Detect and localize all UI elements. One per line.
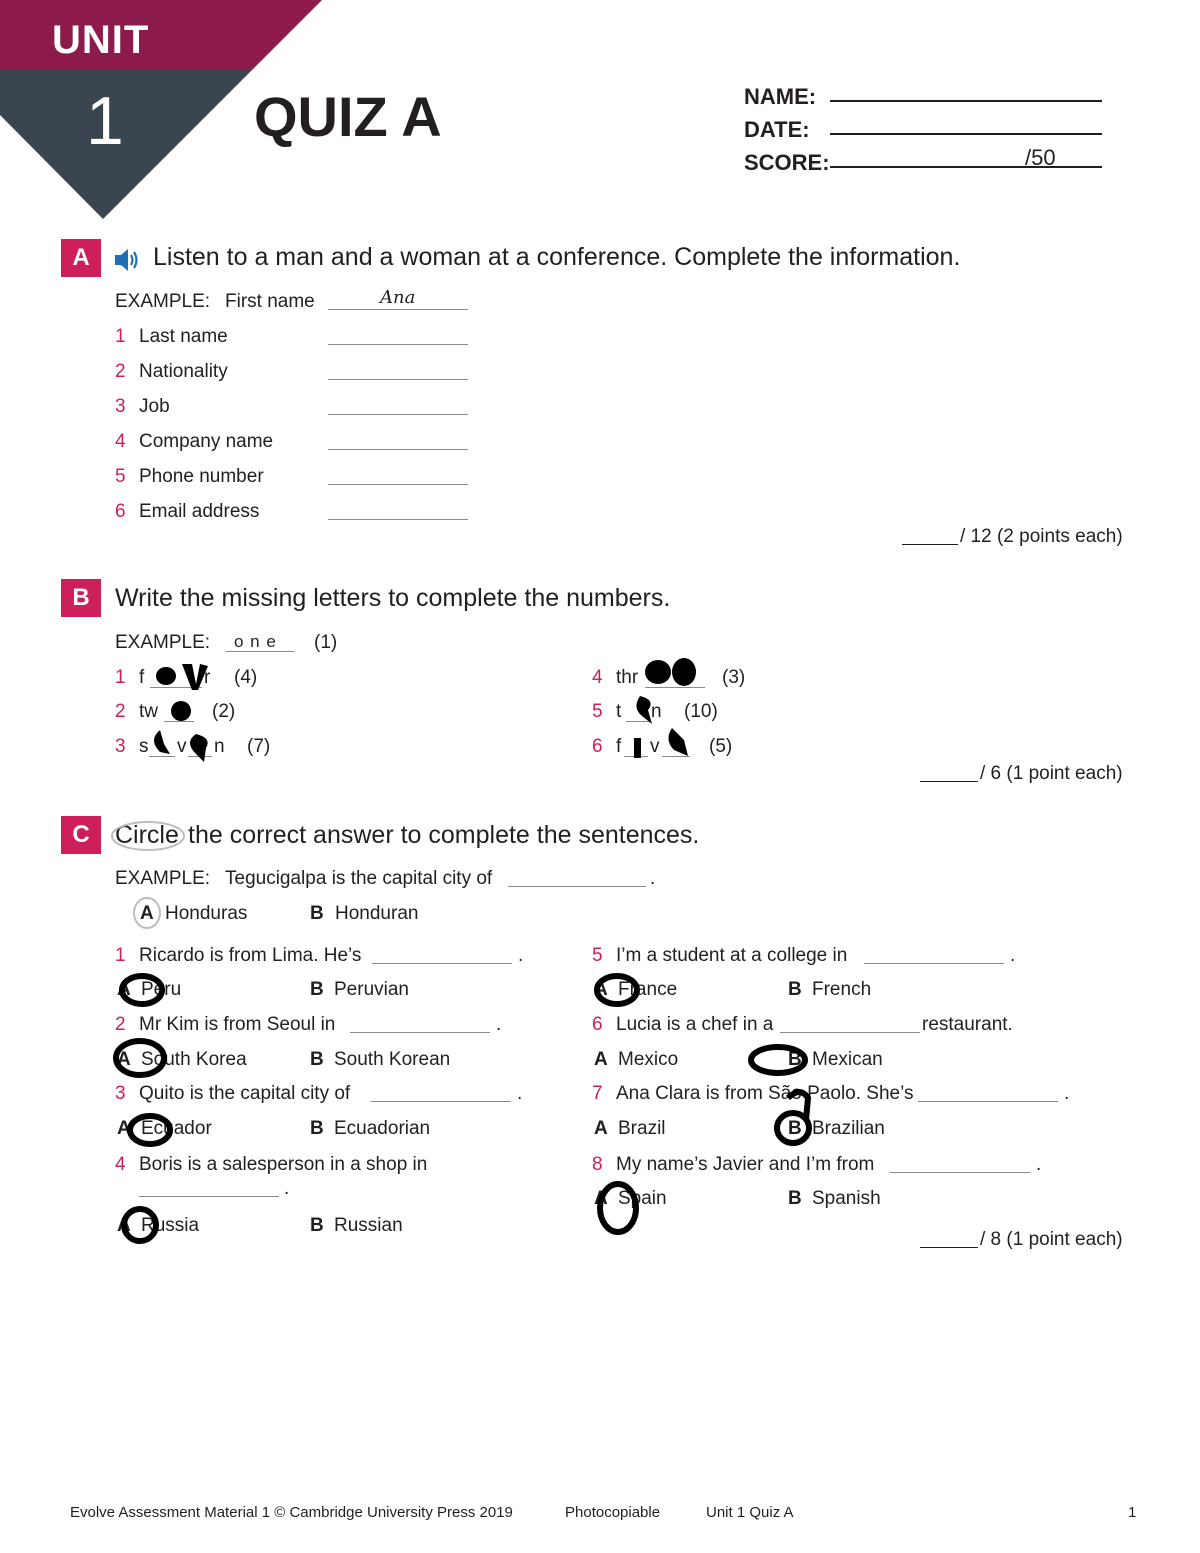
option-a-text[interactable]: South Korea	[141, 1049, 247, 1070]
item-number: 4	[115, 1154, 126, 1175]
option-letter-a[interactable]: A	[594, 1118, 608, 1139]
option-letter-b[interactable]: B	[310, 1215, 324, 1236]
option-a-text[interactable]: France	[618, 979, 678, 1000]
section-b-badge: B	[61, 579, 101, 617]
word-prefix: t	[616, 701, 622, 722]
option-b-text[interactable]: Brazilian	[812, 1118, 885, 1139]
sentence-end: restaurant.	[922, 1014, 1013, 1035]
date-label: DATE:	[744, 117, 810, 142]
example-label: EXAMPLE:	[115, 291, 211, 312]
option-letter-a[interactable]: A	[594, 979, 608, 1000]
title-circle-mark	[112, 822, 184, 850]
handwritten-letters	[154, 658, 696, 762]
option-letter-b[interactable]: B	[310, 1049, 324, 1070]
unit-label: UNIT	[52, 18, 150, 62]
sentence-end: .	[517, 1083, 523, 1104]
item-number: 2	[115, 1014, 126, 1035]
number-value: (7)	[247, 736, 271, 757]
sentence-end: .	[650, 868, 656, 889]
word-suffix: n	[214, 736, 225, 757]
option-letter-b[interactable]: B	[788, 1049, 802, 1070]
option-b-text[interactable]: South Korean	[334, 1049, 451, 1070]
section-a-badge: A	[61, 239, 101, 277]
word-suffix: n	[651, 701, 662, 722]
option-a-text[interactable]: Mexico	[618, 1049, 679, 1070]
sentence-text: My name’s Javier and I’m from	[616, 1154, 875, 1175]
section-a-title: Listen to a man and a woman at a conference. Complete the information.	[153, 243, 961, 271]
option-letter-a[interactable]: A	[594, 1049, 608, 1070]
item-number: 3	[115, 736, 126, 757]
section-c-points: / 8 (1 point each)	[980, 1229, 1123, 1250]
item-number: 6	[592, 736, 603, 757]
section-c-title: the correct answer to complete the sentences.	[188, 821, 700, 849]
item-number: 5	[592, 945, 603, 966]
item-number: 6	[592, 1014, 603, 1035]
sentence-text: Lucia is a chef in a	[616, 1014, 774, 1035]
number-value: (4)	[234, 667, 258, 688]
option-letter-b[interactable]: B	[788, 1118, 802, 1139]
option-a-text[interactable]: Peru	[141, 979, 182, 1000]
sentence-text: I’m a student at a college in	[616, 945, 848, 966]
section-a-points: / 12 (2 points each)	[960, 526, 1123, 547]
sentence-text: Boris is a salesperson in a shop in	[139, 1154, 428, 1175]
footer-photocopiable: Photocopiable	[565, 1504, 661, 1521]
footer-page-number: 1	[1128, 1504, 1137, 1521]
item-number: 3	[115, 396, 126, 417]
option-letter-b[interactable]: B	[788, 1188, 802, 1209]
sentence-end: .	[1036, 1154, 1042, 1175]
word-middle: v	[177, 736, 187, 757]
word-suffix: r	[204, 667, 211, 688]
name-label: NAME:	[744, 84, 817, 109]
word-prefix: thr	[616, 667, 639, 688]
score-total: /50	[1025, 145, 1056, 170]
sentence-text: Ricardo is from Lima. He’s	[139, 945, 362, 966]
footer-quiz-ref: Unit 1 Quiz A	[706, 1504, 794, 1521]
handwritten-circles	[116, 976, 809, 1241]
field-label: Nationality	[139, 361, 228, 382]
option-letter-a[interactable]: A	[117, 1049, 131, 1070]
example-circle-mark	[134, 898, 160, 928]
word-prefix: f	[139, 667, 145, 688]
option-b-text[interactable]: Ecuadorian	[334, 1118, 431, 1139]
item-number: 4	[592, 667, 603, 688]
option-letter-a[interactable]: A	[594, 1188, 608, 1209]
quiz-title: QUIZ A	[254, 85, 442, 148]
word-middle: v	[650, 736, 660, 757]
field-label: Phone number	[139, 466, 264, 487]
sentence-end: .	[284, 1178, 290, 1199]
field-label: Company name	[139, 431, 274, 452]
sentence-end: .	[496, 1014, 502, 1035]
option-a-text[interactable]: Russia	[141, 1215, 200, 1236]
option-letter-a[interactable]: A	[117, 1118, 131, 1139]
sentence-end: .	[1064, 1083, 1070, 1104]
sentence-end: .	[1010, 945, 1016, 966]
item-number: 1	[115, 945, 126, 966]
item-number: 1	[115, 326, 126, 347]
field-label: Last name	[139, 326, 228, 347]
unit-number: 1	[86, 83, 124, 159]
item-number: 5	[592, 701, 603, 722]
section-b-title: Write the missing letters to complete the numbers.	[115, 584, 671, 612]
option-b-text[interactable]: Mexican	[812, 1049, 883, 1070]
example-field-label: First name	[225, 291, 315, 312]
sentence-end: .	[518, 945, 524, 966]
option-b-text: Honduran	[335, 903, 419, 924]
section-c-title-circle-word: Circle	[115, 821, 179, 849]
option-a-text[interactable]: Ecuador	[141, 1118, 212, 1139]
word-prefix: f	[616, 736, 622, 757]
option-letter-b: B	[310, 903, 324, 924]
field-label: Job	[139, 396, 170, 417]
score-label: SCORE:	[744, 150, 830, 175]
section-b-points: / 6 (1 point each)	[980, 763, 1123, 784]
option-b-text[interactable]: Peruvian	[334, 979, 409, 1000]
option-b-text[interactable]: Russian	[334, 1215, 403, 1236]
footer-copyright: Evolve Assessment Material 1 © Cambridge University Press 2019	[70, 1504, 513, 1521]
number-value: (2)	[212, 701, 236, 722]
section-b-example-label: EXAMPLE:	[115, 632, 211, 653]
item-number: 6	[115, 501, 126, 522]
option-letter-a[interactable]: A	[117, 979, 131, 1000]
number-value: (10)	[684, 701, 718, 722]
item-number: 8	[592, 1154, 603, 1175]
item-number: 7	[592, 1083, 603, 1104]
option-letter-b[interactable]: B	[788, 979, 802, 1000]
sentence-text: Mr Kim is from Seoul in	[139, 1014, 336, 1035]
option-letter-a[interactable]: A	[117, 1215, 131, 1236]
item-number: 2	[115, 361, 126, 382]
sentence-text: Quito is the capital city of	[139, 1083, 351, 1104]
sentence-text: Ana Clara is from São Paolo. She’s	[616, 1083, 914, 1104]
option-b-text[interactable]: Spanish	[812, 1188, 881, 1209]
option-letter-b[interactable]: B	[310, 1118, 324, 1139]
option-letter-a: A	[140, 903, 154, 924]
section-b-example-value: (1)	[314, 632, 338, 653]
option-a-text[interactable]: Spain	[618, 1188, 667, 1209]
option-a-text: Honduras	[165, 903, 248, 924]
item-number: 3	[115, 1083, 126, 1104]
word-prefix: tw	[139, 701, 158, 722]
item-number: 2	[115, 701, 126, 722]
item-number: 4	[115, 431, 126, 452]
number-value: (3)	[722, 667, 746, 688]
word-prefix: s	[139, 736, 149, 757]
option-letter-b[interactable]: B	[310, 979, 324, 1000]
section-c-badge: C	[61, 816, 101, 854]
item-number: 1	[115, 667, 126, 688]
item-number: 5	[115, 466, 126, 487]
example-answer: Ana	[380, 287, 416, 308]
option-a-text[interactable]: Brazil	[618, 1118, 666, 1139]
section-c-example-sentence: Tegucigalpa is the capital city of	[225, 868, 493, 889]
number-value: (5)	[709, 736, 733, 757]
section-b-example-word: o n e	[234, 632, 277, 651]
section-c-example-label: EXAMPLE:	[115, 868, 211, 889]
option-b-text[interactable]: French	[812, 979, 872, 1000]
field-label: Email address	[139, 501, 260, 522]
